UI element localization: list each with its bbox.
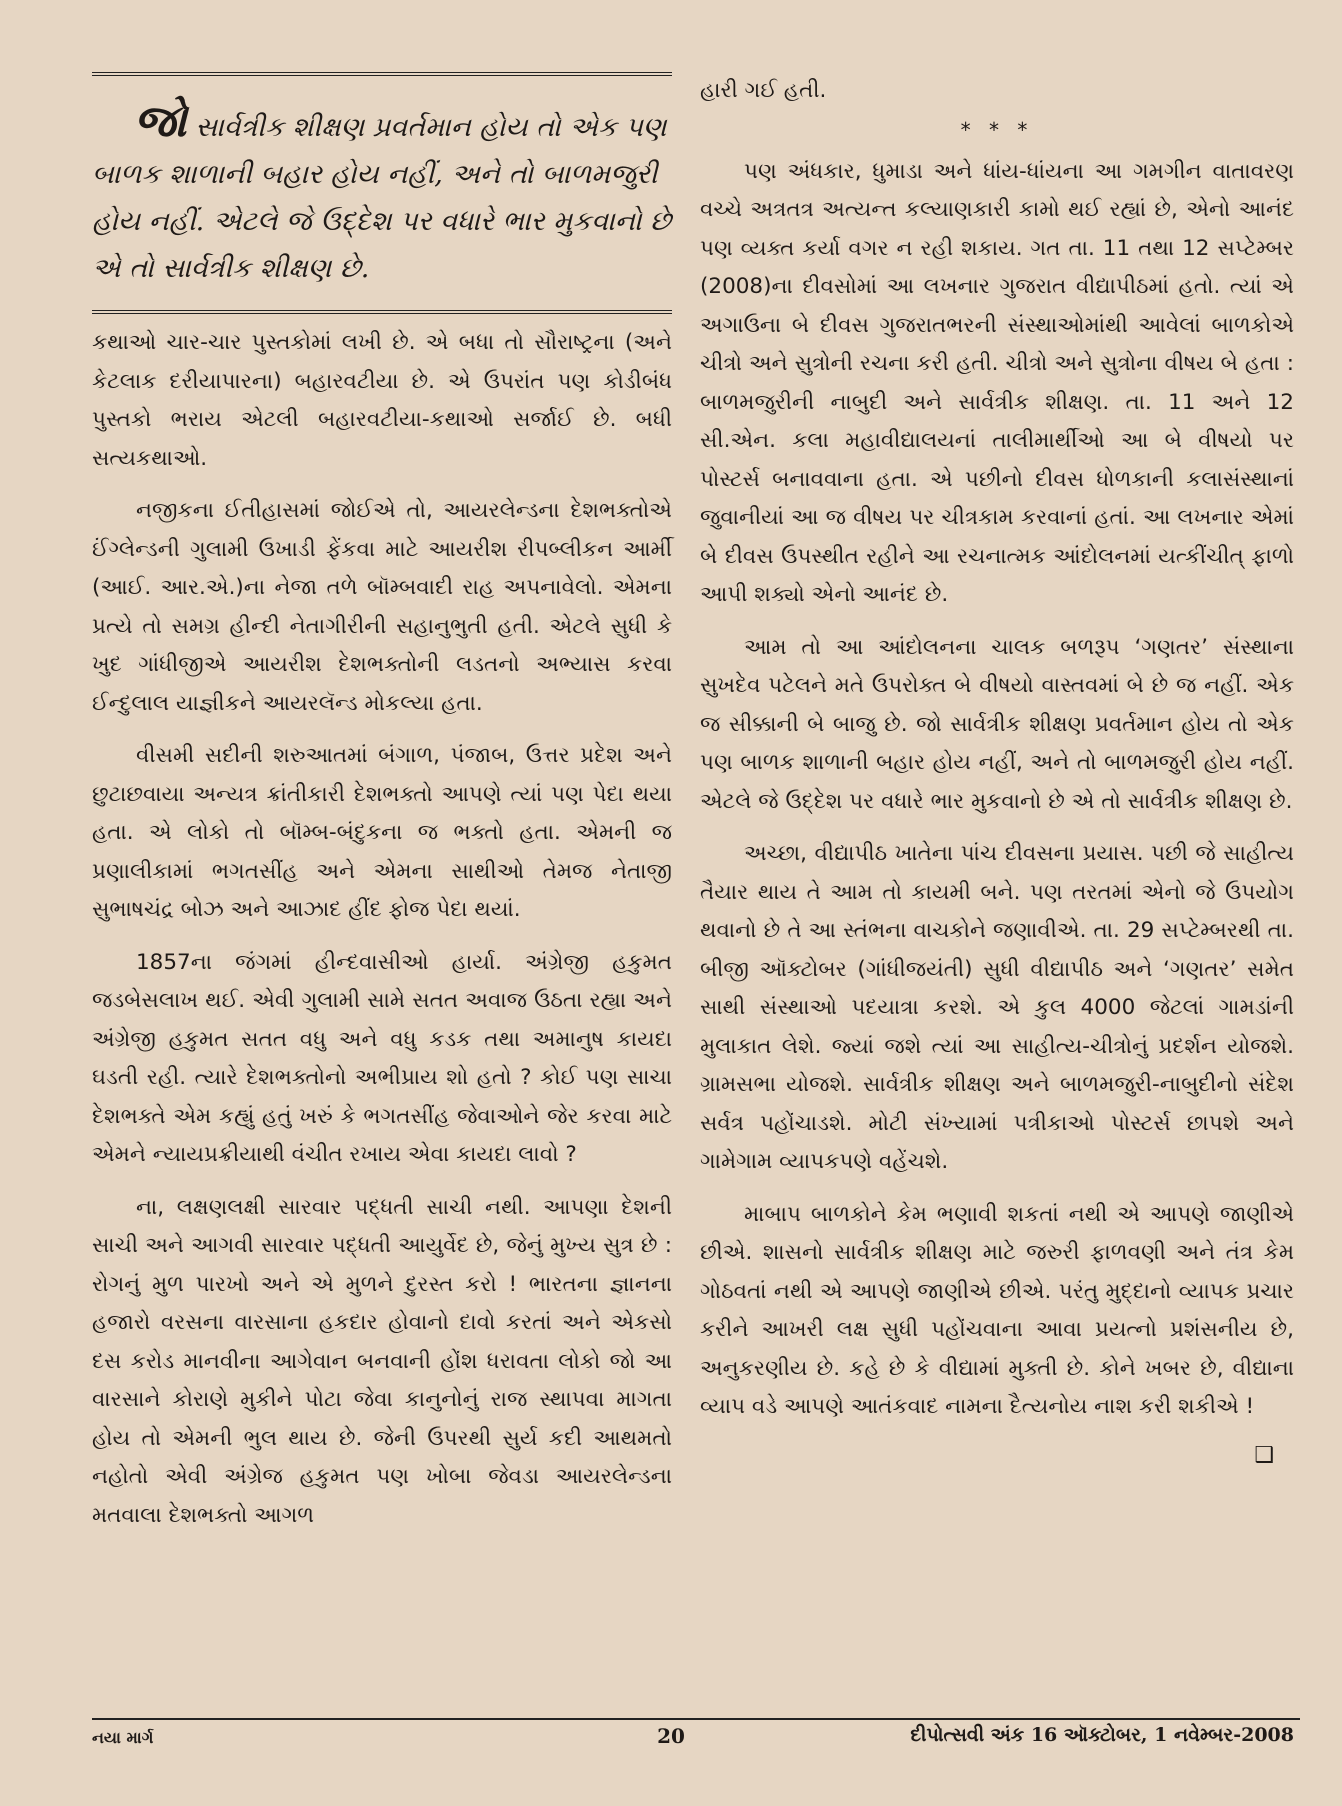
end-mark: ❑ — [1254, 1442, 1274, 1468]
paragraph: માબાપ બાળકોને કેમ ભણાવી શકતાં નથી એ આપણે જાણીએ છીએ. શાસનો સાર્વત્રીક શીક્ષણ માટે જરુરી ફાળવણી અને તંત્ર કેમ ગોઠવતાં નથી એ આપણે જાણીએ છીએ. પરંતુ મુદ્દાનો વ્યાપક પ્રચાર કરીને આખરી લક્ષ સુધી પહોંચવાના આવા પ્રયત્નો પ્રશંસનીય છે, અનુકરણીય છે. કહે છે કે વીદ્યામાં મુક્તી છે. કોને ખબર છે, વીદ્યાના વ્યાપ વડે આપણે આતંકવાદ નામના દૈત્યનોય નાશ કરી શકીએ ! — [700, 1201, 1294, 1419]
continuation-text: હારી ગઈ હતી. — [700, 78, 827, 103]
pull-quote-lead: જો — [134, 96, 187, 147]
right-column — [700, 72, 1294, 1471]
left-column — [92, 72, 672, 1549]
paragraph: અચ્છા, વીદ્યાપીઠ ખાતેના પાંચ દીવસના પ્રયાસ. પછી જે સાહીત્ય તૈયાર થાય તે આમ તો કાયમી બને. પણ તરતમાં એનો જે ઉપયોગ થવાનો છે તે આ સ્તંભના વાચકોને જણાવીએ. તા. 29 સપ્ટેમ્બરથી તા. બીજી ઑક્ટોબર (ગાંધીજયંતી) સુધી વીદ્યાપીઠ અને ‘ગણતર’ સમેત સાથી સંસ્થાઓ પદયાત્રા કરશે. એ કુલ 4000 જેટલાં ગામડાંની મુલાકાત લેશે. જ્યાં જશે ત્યાં આ સાહીત્ય-ચીત્રોનું પ્રદર્શન યોજશે. ગ્રામસભા યોજશે. સાર્વત્રીક શીક્ષણ અને બાળમજુરી-નાબુદીનો સંદેશ સર્વત્ર પહોંચાડશે. મોટી સંખ્યામાં પત્રીકાઓ પોસ્ટર્સ છાપશે અને ગામેગામ વ્યાપકપણે વહેંચશે. — [700, 841, 1294, 1174]
paragraph: ના, લક્ષણલક્ષી સારવાર પદ્ધતી સાચી નથી. આપણા દેશની સાચી અને આગવી સારવાર પદ્ધતી આયુર્વેદ છે, જેનું મુખ્ય સુત્ર છે : રોગનું મુળ પારખો અને એ મુળને દુરસ્ત કરો ! ભારતના જ્ઞાનના હજારો વરસના વારસાના હકદાર હોવાનો દાવો કરતાં અને એકસો દસ કરોડ માનવીના આગેવાન બનવાની હોંશ ધરાવતા લોકો જો આ વારસાને કોરાણે મુકીને પોટા જેવા કાનુનોનું રાજ સ્થાપવા માગતા હોય તો એમની ભુલ થાય છે. જેની ઉપરથી સુર્ય કદી આથમતો નહોતો એવી અંગ્રેજ હકુમત પણ ખોબા જેવડા આયરલેન્ડના મતવાલા દેશભક્તો આગળ — [92, 1194, 672, 1528]
magazine-name: નયા માર્ગ — [92, 1728, 154, 1747]
footer-rule — [92, 1718, 1300, 1720]
pull-quote — [92, 76, 672, 310]
pull-quote-text: સાર્વત્રીક શીક્ષણ પ્રવર્તમાન હોય તો એક પણ બાળક શાળાની બહાર હોય નહીં, અને તો બાળમજુરી હોય નહીં. એટલે જે ઉદ્દેશ પર વધારે ભાર મુકવાનો છે એ તો સાર્વત્રીક શીક્ષણ છે. — [92, 112, 672, 284]
paragraph: 1857ના જંગમાં હીન્દવાસીઓ હાર્યા. અંગ્રેજી હકુમત જડબેસલાખ થઈ. એવી ગુલામી સામે સતત અવાજ ઉઠતા રહ્યા અને અંગ્રેજી હકુમત સતત વધુ અને વધુ કડક તથા અમાનુષ કાયદા ઘડતી રહી. ત્યારે દેશભક્તોનો અભીપ્રાય શો હતો ? કોઈ પણ સાચા દેશભક્તે એમ કહ્યું હતું ખરું કે ભગતસીંહ જેવાઓને જેર કરવા માટે એમને ન્યાયપ્રક્રીયાથી વંચીત રખાય એવા કાયદા લાવો ? — [92, 949, 672, 1167]
paragraph: નજીકના ઈતીહાસમાં જોઈએ તો, આયરલેન્ડના દેશભક્તોએ ઈંગ્લેન્ડની ગુલામી ઉખાડી ફેંકવા માટે આયરીશ રીપબ્લીકન આર્મી (આઈ. આર.એ.)ના નેજા તળે બૉમ્બવાદી રાહ અપનાવેલો. એમના પ્રત્યે તો સમગ્ર હીન્દી નેતાગીરીની સહાનુભુતી હતી. એટલે સુધી કે ખુદ ગાંધીજીએ આયરીશ દેશભક્તોની લડતનો અભ્યાસ કરવા ઈન્દુલાલ યાજ્ઞીકને આયરલૅન્ડ મોકલ્યા હતા. — [92, 498, 672, 716]
issue-info: દીપોત્સવી અંક 16 ઑક્ટોબર, 1 નવેમ્બર-2008 — [910, 1724, 1294, 1746]
paragraph: વીસમી સદીની શરુઆતમાં બંગાળ, પંજાબ, ઉત્તર પ્રદેશ અને છુટાછવાયા અન્યત્ર ક્રાંતીકારી દેશભક્તો આપણે ત્યાં પણ પેદા થયા હતા. એ લોકો તો બૉમ્બ-બંદુકના જ ભક્તો હતા. એમની જ પ્રણાલીકામાં ભગતસીંહ અને એમના સાથીઓ તેમજ નેતાજી સુભાષચંદ્ર બોઝ અને આઝાદ હીંદ ફોજ પેદા થયાં. — [92, 743, 672, 922]
paragraph: આમ તો આ આંદોલનના ચાલક બળરૂપ ‘ગણતર’ સંસ્થાના સુખદેવ પટેલને મતે ઉપરોક્ત બે વીષયો વાસ્તવમાં બે છે જ નહીં. એક જ સીક્કાની બે બાજુ છે. જો સાર્વત્રીક શીક્ષણ પ્રવર્તમાન હોય તો એક પણ બાળક શાળાની બહાર હોય નહીં, અને તો બાળમજુરી હોય નહીં. એટલે જે ઉદ્દેશ પર વધારે ભાર મુકવાનો છે એ તો સાર્વત્રીક શીક્ષણ છે. — [700, 634, 1294, 814]
section-separator: * * * — [960, 117, 1034, 142]
paragraph: કથાઓ ચાર-ચાર પુસ્તકોમાં લખી છે. એ બધા તો સૌરાષ્ટ્રના (અને કેટલાક દરીયાપારના) બહારવટીયા છે. એ ઉપરાંત પણ કોડીબંધ પુસ્તકો ભરાય એટલી બહારવટીયા-કથાઓ સર્જાઈ છે. બધી સત્યકથાઓ. — [92, 330, 672, 471]
page-number: 20 — [657, 1724, 685, 1748]
paragraph: પણ અંધકાર, ધુમાડા અને ધાંય-ધાંયના આ ગમગીન વાતાવરણ વચ્ચે અત્રતત્ર અત્યન્ત કલ્યાણકારી કામો થઈ રહ્યાં છે, એનો આનંદ પણ વ્યક્ત કર્યા વગર ન રહી શકાય. ગત તા. 11 તથા 12 સપ્ટેમ્બર (2008)ના દીવસોમાં આ લખનાર ગુજરાત વીદ્યાપીઠમાં હતો. ત્યાં એ અગાઉના બે દીવસ ગુજરાતભરની સંસ્થાઓમાંથી આવેલાં બાળકોએ ચીત્રો અને સુત્રોની રચના કરી હતી. ચીત્રો અને સુત્રોના વીષય બે હતા : બાળમજુરીની નાબુદી અને સાર્વત્રીક શીક્ષણ. તા. 11 અને 12 સી.એન. કલા મહાવીદ્યાલયનાં તાલીમાર્થીઓ આ બે વીષયો પર પોસ્ટર્સ બનાવવાના હતા. એ પછીનો દીવસ ધોળકાની કલાસંસ્થાનાં જુવાનીયાં આ જ વીષય પર ચીત્રકામ કરવાનાં હતાં. આ લખનાર એમાં બે દીવસ ઉપસ્થીત રહીને આ રચનાત્મક આંદોલનમાં યત્કીંચીત્ ફાળો આપી શક્યો એનો આનંદ છે. — [700, 158, 1294, 607]
bottom-rule — [92, 310, 672, 314]
